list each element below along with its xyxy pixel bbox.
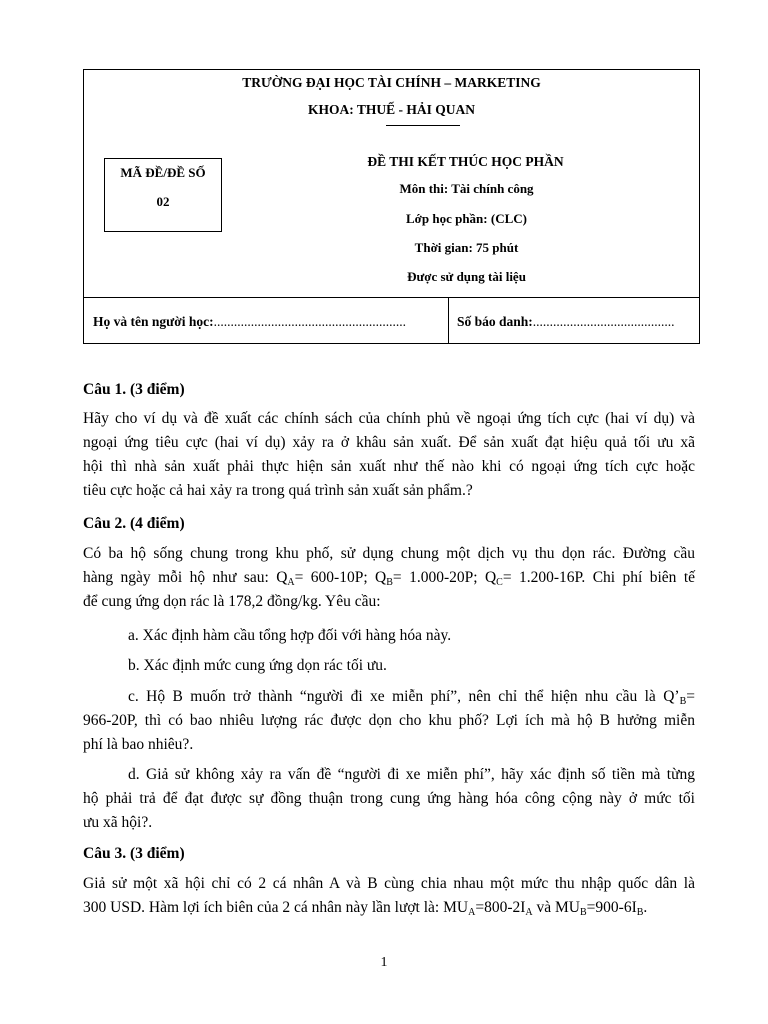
question-2b: b. Xác định mức cung ứng dọn rác tối ưu. [128, 657, 387, 674]
subscript: C [496, 577, 503, 588]
header-row-divider [84, 297, 699, 298]
question-2a: a. Xác định hàm cầu tổng hợp đối với hàng hóa này. [128, 627, 452, 644]
subscript: A [525, 907, 533, 918]
header-column-divider [448, 297, 449, 343]
text-run: c. Hộ B muốn trở thành “người đi xe miễn phí”, nên chỉ thể hiện nhu cầu là Q’ [128, 688, 680, 705]
faculty-name: KHOA: THUẾ - HẢI QUAN [307, 102, 475, 117]
question-2c-line: 966-20P, thì có bao nhiêu lượng rác được dọn cho khu phố? Lợi ích mà hộ B hưởng miễn [83, 712, 695, 729]
question-1-text [83, 407, 695, 503]
question-2-demand-line [83, 566, 695, 590]
question-3-line: Giả sử một xã hội chỉ có 2 cá nhân A và B cùng chia nhau một mức thu nhập quốc dân là [83, 875, 695, 892]
student-name-field[interactable] [93, 314, 406, 330]
question-3-utility-line [83, 896, 695, 920]
question-2d-line: ưu xã hội?. [83, 814, 153, 831]
question-2d [83, 763, 695, 835]
exam-class: Lớp học phần: (CLC) [406, 211, 527, 226]
subscript: A [468, 907, 476, 918]
subscript: B [580, 907, 587, 918]
text-run: = [686, 688, 695, 705]
subscript: B [679, 696, 687, 707]
exam-title: ĐỀ THI KẾT THÚC HỌC PHẦN [367, 154, 564, 169]
student-id-blank[interactable]: .......................................... [532, 314, 675, 329]
subscript: A [287, 577, 295, 588]
text-run: hàng ngày mỗi hộ như sau: Q [83, 569, 288, 586]
school-name: TRƯỜNG ĐẠI HỌC TÀI CHÍNH – MARKETING [242, 75, 541, 90]
text-run: . [643, 899, 648, 916]
page-number: 1 [380, 955, 388, 970]
question-1 [83, 378, 695, 503]
text-run: = 600-10P; Q [294, 569, 387, 586]
question-3-text [83, 872, 695, 920]
question-2-line: để cung ứng dọn rác là 178,2 đồng/kg. Yêu cầu: [83, 593, 381, 610]
subscript: B [386, 577, 393, 588]
question-2 [83, 512, 695, 835]
question-2c-line [83, 685, 695, 709]
exam-subject: Môn thi: Tài chính công [399, 181, 534, 196]
question-1-line: Hãy cho ví dụ và đề xuất các chính sách của chính phủ về ngoại ứng tích cực (hai ví dụ) và [83, 410, 695, 427]
faculty-underline [386, 125, 460, 126]
subscript: B [636, 907, 644, 918]
exam-code-box [104, 158, 222, 232]
student-id-field[interactable] [457, 314, 675, 330]
question-2c-line: phí là bao nhiêu?. [83, 736, 194, 753]
student-name-blank[interactable]: ......................................................... [213, 314, 406, 329]
text-run: =900-6I [586, 899, 637, 916]
exam-code-value: 02 [156, 194, 170, 209]
question-2-intro [83, 542, 695, 614]
student-name-label: Họ và tên người học: [93, 314, 214, 329]
question-2d-line: d. Giả sử không xảy ra vấn đề “người đi xe miễn phí”, hãy xác định số tiền mà từng [128, 766, 695, 783]
text-run: và MU [532, 899, 580, 916]
question-2d-line: hộ phải trả để đạt được sự đồng thuận trong cung ứng hàng hóa công cộng này ở mức tối [83, 790, 695, 807]
question-1-line: hội thì nhà sản xuất phải thực hiện sản xuất như thế nào khi có ngoại ứng tích cực hoặc [83, 458, 695, 475]
exam-header-box [83, 69, 700, 344]
text-run: = 1.000-20P; Q [392, 569, 497, 586]
question-2-line: Có ba hộ sống chung trong khu phố, sử dụng chung một dịch vụ thu dọn rác. Đường cầu [83, 545, 695, 562]
question-2c [83, 685, 695, 757]
exam-note: Được sử dụng tài liệu [407, 269, 526, 284]
text-run: = 1.200-16P. Chi phí biên tế [502, 569, 696, 586]
question-1-line: tiêu cực hoặc cả hai xảy ra trong quá trình sản xuất sản phẩm.? [83, 482, 473, 499]
text-run: =800-2I [475, 899, 526, 916]
question-1-heading: Câu 1. (3 điểm) [83, 381, 185, 398]
student-id-label: Số báo danh: [457, 314, 533, 329]
question-2-heading: Câu 2. (4 điểm) [83, 515, 185, 532]
question-3 [83, 842, 695, 920]
exam-code-label: MÃ ĐỀ/ĐỀ SỐ [120, 165, 206, 180]
question-3-heading: Câu 3. (3 điểm) [83, 845, 185, 862]
text-run: 300 USD. Hàm lợi ích biên của 2 cá nhân này lần lượt là: MU [83, 899, 469, 916]
question-1-line: ngoại ứng tiêu cực (hai ví dụ) xảy ra ở khâu sản xuất. Để sản xuất đạt hiệu quả tối ưu xã [83, 434, 695, 451]
exam-time: Thời gian: 75 phút [414, 240, 519, 255]
